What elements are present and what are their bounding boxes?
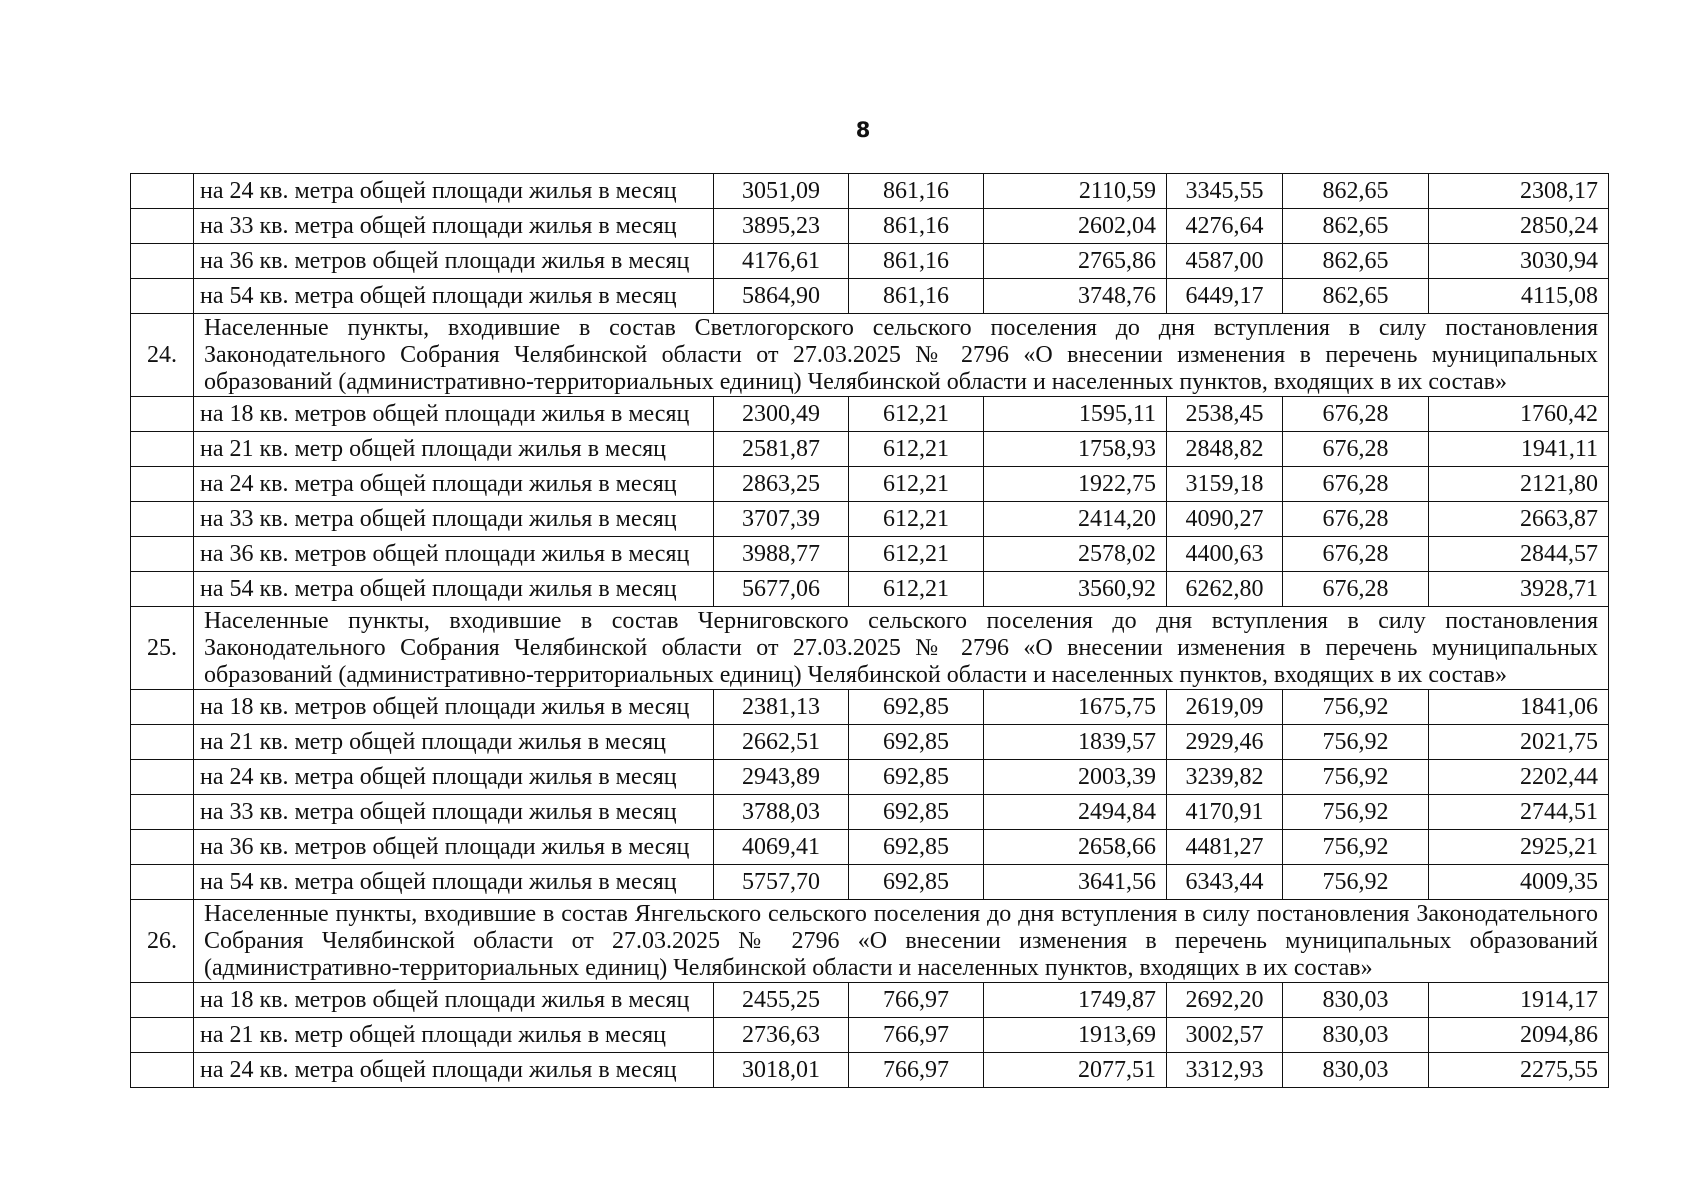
value-cell-col5: 830,03 bbox=[1283, 1053, 1429, 1088]
row-index-cell bbox=[131, 1018, 194, 1053]
value-cell-col2: 861,16 bbox=[849, 209, 984, 244]
row-index-cell bbox=[131, 572, 194, 607]
table-row bbox=[131, 983, 1609, 1018]
table-row bbox=[131, 244, 1609, 279]
value-cell-col6: 2850,24 bbox=[1429, 209, 1609, 244]
group-description: Населенные пункты, входившие в состав Светлогорского сельского поселения до дня вступления в силу постановления Законодательного Собрания Челябинской области от 27.03.2025 № 2796 «О внесении изменения в перечень муниципальных образований (административно-территориальных единиц) Челябинской области и населенных пунктов, входящих в их состав» bbox=[194, 314, 1609, 397]
value-cell-col6: 2021,75 bbox=[1429, 725, 1609, 760]
value-cell-col3: 1922,75 bbox=[984, 467, 1167, 502]
value-cell-col2: 861,16 bbox=[849, 279, 984, 314]
row-index-cell bbox=[131, 397, 194, 432]
value-cell-col1: 2381,13 bbox=[714, 690, 849, 725]
value-cell-col1: 2736,63 bbox=[714, 1018, 849, 1053]
value-cell-col3: 2003,39 bbox=[984, 760, 1167, 795]
row-label: на 24 кв. метра общей площади жилья в месяц bbox=[194, 1053, 714, 1088]
row-label: на 18 кв. метров общей площади жилья в месяц bbox=[194, 690, 714, 725]
value-cell-col5: 756,92 bbox=[1283, 865, 1429, 900]
value-cell-col3: 1758,93 bbox=[984, 432, 1167, 467]
value-cell-col6: 1941,11 bbox=[1429, 432, 1609, 467]
value-cell-col1: 5864,90 bbox=[714, 279, 849, 314]
value-cell-col6: 4115,08 bbox=[1429, 279, 1609, 314]
value-cell-col1: 3707,39 bbox=[714, 502, 849, 537]
value-cell-col2: 612,21 bbox=[849, 502, 984, 537]
row-label: на 36 кв. метров общей площади жилья в месяц bbox=[194, 244, 714, 279]
value-cell-col1: 2943,89 bbox=[714, 760, 849, 795]
row-label: на 18 кв. метров общей площади жилья в месяц bbox=[194, 983, 714, 1018]
value-cell-col6: 1760,42 bbox=[1429, 397, 1609, 432]
row-index-cell bbox=[131, 865, 194, 900]
value-cell-col5: 862,65 bbox=[1283, 209, 1429, 244]
value-cell-col4: 4587,00 bbox=[1167, 244, 1283, 279]
row-index-cell bbox=[131, 279, 194, 314]
value-cell-col1: 4176,61 bbox=[714, 244, 849, 279]
value-cell-col6: 3928,71 bbox=[1429, 572, 1609, 607]
value-cell-col1: 4069,41 bbox=[714, 830, 849, 865]
value-cell-col6: 2925,21 bbox=[1429, 830, 1609, 865]
row-index-cell bbox=[131, 432, 194, 467]
row-label: на 21 кв. метр общей площади жилья в месяц bbox=[194, 432, 714, 467]
value-cell-col2: 692,85 bbox=[849, 865, 984, 900]
row-index-cell bbox=[131, 1053, 194, 1088]
value-cell-col5: 862,65 bbox=[1283, 279, 1429, 314]
value-cell-col3: 1749,87 bbox=[984, 983, 1167, 1018]
value-cell-col6: 1914,17 bbox=[1429, 983, 1609, 1018]
table-row bbox=[131, 865, 1609, 900]
table-row bbox=[131, 174, 1609, 209]
value-cell-col5: 676,28 bbox=[1283, 467, 1429, 502]
rates-table bbox=[130, 173, 1609, 1088]
value-cell-col4: 6262,80 bbox=[1167, 572, 1283, 607]
table-row bbox=[131, 432, 1609, 467]
row-index-cell bbox=[131, 690, 194, 725]
value-cell-col5: 676,28 bbox=[1283, 397, 1429, 432]
value-cell-col2: 766,97 bbox=[849, 1053, 984, 1088]
value-cell-col3: 2765,86 bbox=[984, 244, 1167, 279]
row-index-cell bbox=[131, 174, 194, 209]
group-description: Населенные пункты, входившие в состав Черниговского сельского поселения до дня вступления в силу постановления Законодательного Собрания Челябинской области от 27.03.2025 № 2796 «О внесении изменения в перечень муниципальных образований (административно-территориальных единиц) Челябинской области и населенных пунктов, входящих в их состав» bbox=[194, 607, 1609, 690]
row-index-cell bbox=[131, 537, 194, 572]
value-cell-col5: 676,28 bbox=[1283, 572, 1429, 607]
row-label: на 54 кв. метра общей площади жилья в месяц bbox=[194, 572, 714, 607]
value-cell-col6: 1841,06 bbox=[1429, 690, 1609, 725]
value-cell-col6: 4009,35 bbox=[1429, 865, 1609, 900]
value-cell-col6: 2202,44 bbox=[1429, 760, 1609, 795]
value-cell-col1: 2662,51 bbox=[714, 725, 849, 760]
value-cell-col5: 676,28 bbox=[1283, 537, 1429, 572]
value-cell-col6: 3030,94 bbox=[1429, 244, 1609, 279]
group-index: 24. bbox=[131, 314, 194, 397]
value-cell-col1: 2455,25 bbox=[714, 983, 849, 1018]
value-cell-col4: 3239,82 bbox=[1167, 760, 1283, 795]
value-cell-col1: 3788,03 bbox=[714, 795, 849, 830]
row-index-cell bbox=[131, 983, 194, 1018]
table-row bbox=[131, 830, 1609, 865]
value-cell-col4: 4481,27 bbox=[1167, 830, 1283, 865]
value-cell-col1: 2581,87 bbox=[714, 432, 849, 467]
value-cell-col6: 2094,86 bbox=[1429, 1018, 1609, 1053]
group-description: Населенные пункты, входившие в состав Янгельского сельского поселения до дня вступления в силу постановления Законодательного Собрания Челябинской области от 27.03.2025 № 2796 «О внесении изменения в перечень муниципальных образований (административно-территориальных единиц) Челябинской области и населенных пунктов, входящих в их состав» bbox=[194, 900, 1609, 983]
row-label: на 24 кв. метра общей площади жилья в месяц bbox=[194, 174, 714, 209]
value-cell-col6: 2844,57 bbox=[1429, 537, 1609, 572]
value-cell-col4: 6449,17 bbox=[1167, 279, 1283, 314]
value-cell-col6: 2275,55 bbox=[1429, 1053, 1609, 1088]
value-cell-col5: 830,03 bbox=[1283, 983, 1429, 1018]
row-label: на 36 кв. метров общей площади жилья в месяц bbox=[194, 537, 714, 572]
value-cell-col6: 2744,51 bbox=[1429, 795, 1609, 830]
table-row bbox=[131, 1053, 1609, 1088]
group-index: 26. bbox=[131, 900, 194, 983]
value-cell-col2: 766,97 bbox=[849, 1018, 984, 1053]
value-cell-col3: 2658,66 bbox=[984, 830, 1167, 865]
value-cell-col5: 756,92 bbox=[1283, 760, 1429, 795]
value-cell-col3: 1595,11 bbox=[984, 397, 1167, 432]
value-cell-col3: 2077,51 bbox=[984, 1053, 1167, 1088]
value-cell-col5: 676,28 bbox=[1283, 502, 1429, 537]
value-cell-col2: 692,85 bbox=[849, 830, 984, 865]
value-cell-col5: 862,65 bbox=[1283, 174, 1429, 209]
table-row bbox=[131, 572, 1609, 607]
value-cell-col1: 2300,49 bbox=[714, 397, 849, 432]
value-cell-col3: 1913,69 bbox=[984, 1018, 1167, 1053]
group-header-row bbox=[131, 607, 1609, 690]
value-cell-col3: 2110,59 bbox=[984, 174, 1167, 209]
row-label: на 21 кв. метр общей площади жилья в месяц bbox=[194, 725, 714, 760]
value-cell-col6: 2121,80 bbox=[1429, 467, 1609, 502]
value-cell-col4: 2929,46 bbox=[1167, 725, 1283, 760]
group-index: 25. bbox=[131, 607, 194, 690]
value-cell-col4: 3312,93 bbox=[1167, 1053, 1283, 1088]
value-cell-col5: 830,03 bbox=[1283, 1018, 1429, 1053]
page-number: 8 bbox=[855, 118, 871, 142]
value-cell-col2: 692,85 bbox=[849, 795, 984, 830]
value-cell-col6: 2663,87 bbox=[1429, 502, 1609, 537]
value-cell-col2: 612,21 bbox=[849, 432, 984, 467]
row-index-cell bbox=[131, 502, 194, 537]
value-cell-col6: 2308,17 bbox=[1429, 174, 1609, 209]
value-cell-col4: 6343,44 bbox=[1167, 865, 1283, 900]
table-row bbox=[131, 1018, 1609, 1053]
row-label: на 33 кв. метра общей площади жилья в месяц bbox=[194, 795, 714, 830]
row-label: на 36 кв. метров общей площади жилья в месяц bbox=[194, 830, 714, 865]
table-row bbox=[131, 690, 1609, 725]
value-cell-col4: 2538,45 bbox=[1167, 397, 1283, 432]
row-index-cell bbox=[131, 795, 194, 830]
table-row bbox=[131, 467, 1609, 502]
value-cell-col1: 3018,01 bbox=[714, 1053, 849, 1088]
row-label: на 21 кв. метр общей площади жилья в месяц bbox=[194, 1018, 714, 1053]
group-header-row bbox=[131, 314, 1609, 397]
value-cell-col1: 3988,77 bbox=[714, 537, 849, 572]
row-index-cell bbox=[131, 244, 194, 279]
value-cell-col5: 676,28 bbox=[1283, 432, 1429, 467]
table-row bbox=[131, 502, 1609, 537]
value-cell-col5: 862,65 bbox=[1283, 244, 1429, 279]
value-cell-col1: 5677,06 bbox=[714, 572, 849, 607]
value-cell-col3: 2494,84 bbox=[984, 795, 1167, 830]
value-cell-col2: 861,16 bbox=[849, 174, 984, 209]
value-cell-col1: 2863,25 bbox=[714, 467, 849, 502]
row-index-cell bbox=[131, 830, 194, 865]
value-cell-col4: 2692,20 bbox=[1167, 983, 1283, 1018]
row-label: на 33 кв. метра общей площади жилья в месяц bbox=[194, 209, 714, 244]
value-cell-col4: 4170,91 bbox=[1167, 795, 1283, 830]
value-cell-col5: 756,92 bbox=[1283, 690, 1429, 725]
row-index-cell bbox=[131, 209, 194, 244]
value-cell-col1: 3895,23 bbox=[714, 209, 849, 244]
row-index-cell bbox=[131, 760, 194, 795]
value-cell-col3: 1675,75 bbox=[984, 690, 1167, 725]
row-label: на 54 кв. метра общей площади жилья в месяц bbox=[194, 279, 714, 314]
value-cell-col4: 4400,63 bbox=[1167, 537, 1283, 572]
row-index-cell bbox=[131, 467, 194, 502]
value-cell-col4: 3345,55 bbox=[1167, 174, 1283, 209]
value-cell-col2: 692,85 bbox=[849, 760, 984, 795]
table-row bbox=[131, 725, 1609, 760]
value-cell-col4: 2619,09 bbox=[1167, 690, 1283, 725]
group-header-row bbox=[131, 900, 1609, 983]
value-cell-col3: 1839,57 bbox=[984, 725, 1167, 760]
value-cell-col4: 3002,57 bbox=[1167, 1018, 1283, 1053]
value-cell-col3: 3560,92 bbox=[984, 572, 1167, 607]
row-label: на 24 кв. метра общей площади жилья в месяц bbox=[194, 760, 714, 795]
value-cell-col2: 692,85 bbox=[849, 690, 984, 725]
value-cell-col4: 4276,64 bbox=[1167, 209, 1283, 244]
value-cell-col3: 3748,76 bbox=[984, 279, 1167, 314]
row-label: на 54 кв. метра общей площади жилья в месяц bbox=[194, 865, 714, 900]
table-row bbox=[131, 795, 1609, 830]
value-cell-col3: 2414,20 bbox=[984, 502, 1167, 537]
table-row bbox=[131, 537, 1609, 572]
value-cell-col2: 861,16 bbox=[849, 244, 984, 279]
row-label: на 33 кв. метра общей площади жилья в месяц bbox=[194, 502, 714, 537]
table-row bbox=[131, 760, 1609, 795]
row-label: на 18 кв. метров общей площади жилья в месяц bbox=[194, 397, 714, 432]
value-cell-col1: 5757,70 bbox=[714, 865, 849, 900]
row-index-cell bbox=[131, 725, 194, 760]
row-label: на 24 кв. метра общей площади жилья в месяц bbox=[194, 467, 714, 502]
value-cell-col5: 756,92 bbox=[1283, 830, 1429, 865]
value-cell-col1: 3051,09 bbox=[714, 174, 849, 209]
value-cell-col4: 4090,27 bbox=[1167, 502, 1283, 537]
value-cell-col3: 2602,04 bbox=[984, 209, 1167, 244]
value-cell-col5: 756,92 bbox=[1283, 725, 1429, 760]
value-cell-col3: 3641,56 bbox=[984, 865, 1167, 900]
value-cell-col5: 756,92 bbox=[1283, 795, 1429, 830]
value-cell-col2: 612,21 bbox=[849, 537, 984, 572]
value-cell-col2: 612,21 bbox=[849, 467, 984, 502]
table-row bbox=[131, 209, 1609, 244]
value-cell-col4: 3159,18 bbox=[1167, 467, 1283, 502]
value-cell-col2: 692,85 bbox=[849, 725, 984, 760]
value-cell-col2: 612,21 bbox=[849, 572, 984, 607]
table-row bbox=[131, 279, 1609, 314]
value-cell-col2: 612,21 bbox=[849, 397, 984, 432]
value-cell-col3: 2578,02 bbox=[984, 537, 1167, 572]
rates-table-body bbox=[131, 174, 1609, 1088]
value-cell-col2: 766,97 bbox=[849, 983, 984, 1018]
value-cell-col4: 2848,82 bbox=[1167, 432, 1283, 467]
table-row bbox=[131, 397, 1609, 432]
